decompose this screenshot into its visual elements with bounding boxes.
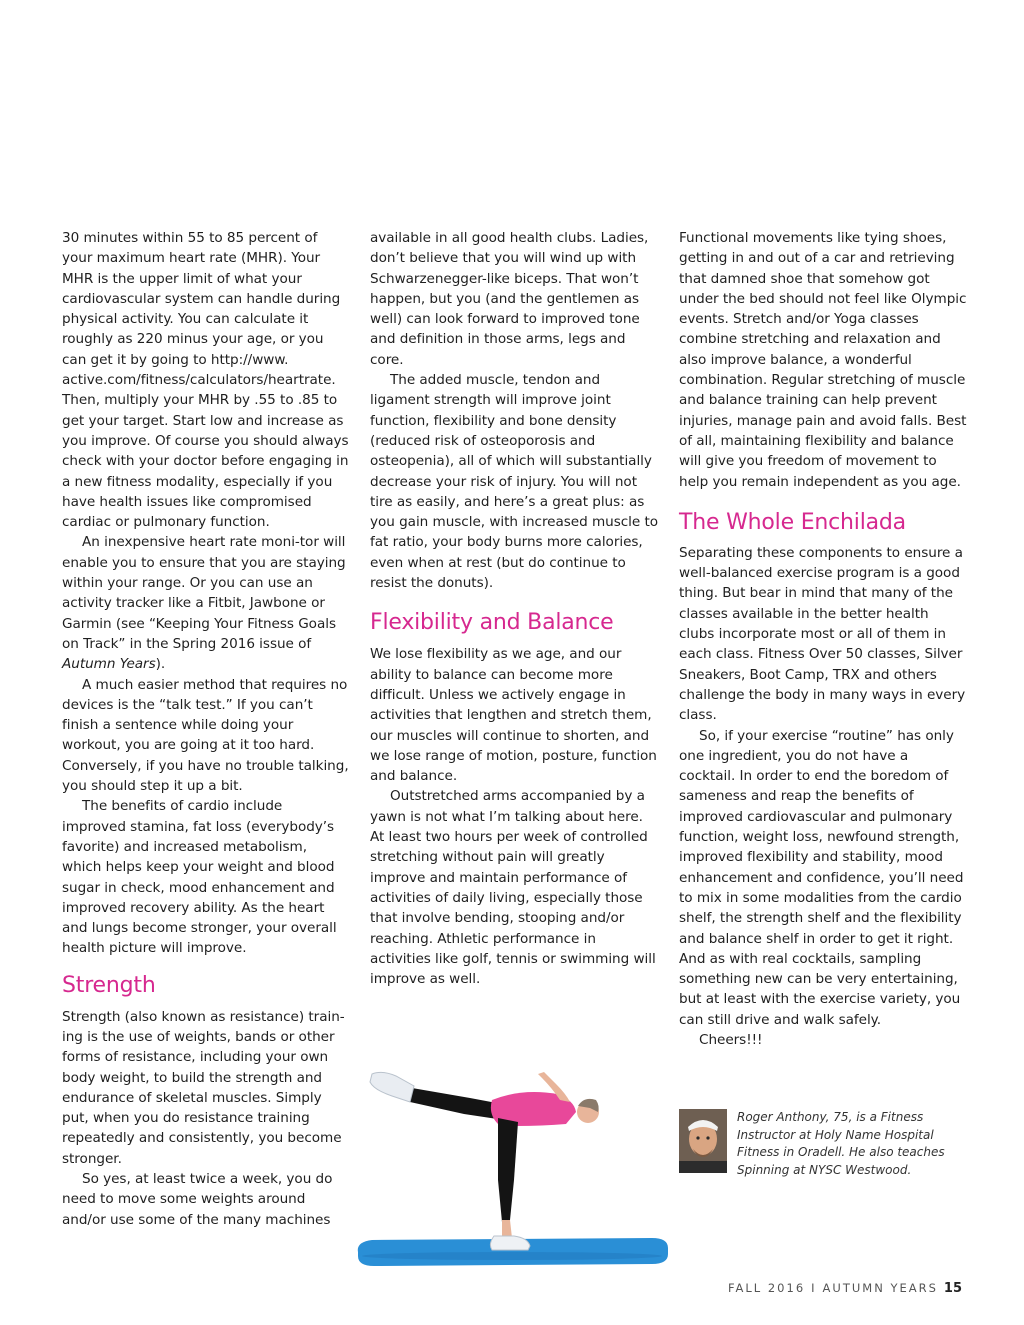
page-number: 15 <box>943 1281 962 1296</box>
section-heading-enchilada: The Whole Enchilada <box>679 509 906 535</box>
body-paragraph: A much easier method that requires no devices is the “talk test.” If you can’t finish a sentence while doing your workout, you are going at it too hard. Conversely, if you have no trouble talking, you should step it up a bit. <box>62 676 349 795</box>
body-paragraph: Cheers!!! <box>699 1031 763 1048</box>
article-column-3 <box>679 228 967 1050</box>
section-heading-flexibility: Flexibility and Balance <box>370 610 614 636</box>
body-paragraph: available in all good health clubs. Ladies, don’t believe that you will wind up with Schwarzenegger-like biceps. That won’t happen, but you (and the gentlemen as well) can look forward to improved tone and definition in those arms, legs and core. <box>370 230 649 368</box>
author-bio <box>679 1109 969 1175</box>
body-paragraph <box>62 532 350 674</box>
body-paragraph: So yes, at least twice a week, you do need to move some weights around and/or use some of the many machines <box>62 1171 333 1228</box>
section-heading-strength: Strength <box>62 972 156 998</box>
folio-season: FALL 2016 <box>727 1281 806 1295</box>
balance-pose-photo <box>352 1060 674 1275</box>
magazine-title-italic: Autumn Years <box>62 656 156 673</box>
author-headshot <box>679 1109 727 1173</box>
author-bio-text: Roger Anthony, 75, is a Fitness Instructor at Holy Name Hospital Fitness in Oradell. He also teaches Spinning at NYSC Westwood. <box>737 1110 945 1177</box>
raised-leg <box>410 1088 504 1120</box>
page-folio <box>728 1281 962 1296</box>
body-paragraph: Separating these components to ensure a well-balanced exercise program is a good thing. But bear in mind that many of the classes available in the better health clubs incorporate most or all of them in each class. Fitness Over 50 classes, Silver Sneakers, Boot Camp, TRX and others challenge the body in many ways in every class. <box>679 544 966 724</box>
body-paragraph: 30 minutes within 55 to 85 percent of your maximum heart rate (MHR). Your MHR is the upper limit of what your cardiovascular system can handle during physical activity. You can calculate it roughly as 220 minus your age, or you can get it by going to http://www. active.com/fitness/calculators/heartrate. Then, multiply your MHR by .55 to .85 to get your target. Start low and increase as you improve. Of course you should always check with your doctor before engaging in a new fitness modality, especially if you have health issues like compromised cardiac or pulmonary function. <box>62 230 349 531</box>
raised-shoe <box>370 1072 414 1102</box>
standing-leg <box>498 1118 518 1222</box>
body-paragraph: The benefits of cardio include improved stamina, fat loss (everybody’s favorite) and increased metabolism, which helps keep your weight and blood sugar in check, mood enhancement and improved recovery ability. As the heart and lungs become stronger, your overall health picture will improve. <box>62 798 337 957</box>
article-column-2 <box>370 228 660 989</box>
folio-magazine: AUTUMN YEARS <box>822 1281 938 1295</box>
standing-shoe <box>490 1236 530 1250</box>
article-column-1 <box>62 228 350 1230</box>
folio-separator: I <box>811 1281 817 1295</box>
body-paragraph: Functional movements like tying shoes, getting in and out of a car and retrieving that damned shoe that somehow got under the bed should not feel like Olympic events. Stretch and/or Yoga classes combine stretching and relaxation and also improve balance, a wonderful combination. Regular stretching of muscle and balance training can help prevent injuries, manage pain and avoid falls. Best of all, maintaining flexibility and balance will give you freedom of movement to help you remain independent as you age. <box>679 230 967 490</box>
calf <box>502 1220 512 1238</box>
body-paragraph: Strength (also known as resistance) train-ing is the use of weights, bands or other forms of resistance, including your own body weight, to build the strength and endurance of skeletal muscles. Simply put, when you do resistance training repeatedly and consistently, you become stronger. <box>62 1008 345 1167</box>
text-run: An inexpensive heart rate moni-tor will enable you to ensure that you are staying within your range. Or you can use an activity tracker like a Fitbit, Jawbone or Garmin (see “Keeping Your Fitness Goals on Track” in the Spring 2016 issue of <box>62 534 346 652</box>
body-paragraph: The added muscle, tendon and ligament strength will improve joint function, flexibility and bone density (reduced risk of osteoporosis and osteopenia), all of which will substantially decrease your risk of injury. You will not tire as easily, and here’s a great plus: as you gain muscle, with increased muscle to fat ratio, your body burns more calories, even when at rest (but do continue to resist the donuts). <box>370 372 659 592</box>
text-run: ). <box>155 656 166 673</box>
body-paragraph: We lose flexibility as we age, and our ability to balance can become more difficult. Unless we actively engage in activities that lengthen and stretch them, our muscles will continue to shorten, and we lose range of motion, posture, function and balance. <box>370 646 657 785</box>
body-paragraph: Outstretched arms accompanied by a yawn is not what I’m talking about here. At least two hours per week of controlled stretching without pain will greatly improve and maintain performance of activities of daily living, especially those that involve bending, stooping and/or reaching. Athletic performance in activities like golf, tennis or swimming will improve as well. <box>370 788 656 988</box>
body-paragraph: So, if your exercise “routine” has only one ingredient, you do not have a cocktail. In order to end the boredom of sameness and reap the benefits of improved cardiovascular and pulmonary function, weight loss, newfound strength, improved flexibility and stability, mood enhancement and confidence, you’ll need to mix in some modalities from the cardio shelf, the strength shelf and the flexibility and balance shelf in order to get it right. And as with real cocktails, sampling something new can be very entertaining, but at least with the exercise variety, you can still drive and walk safely. <box>679 727 964 1028</box>
